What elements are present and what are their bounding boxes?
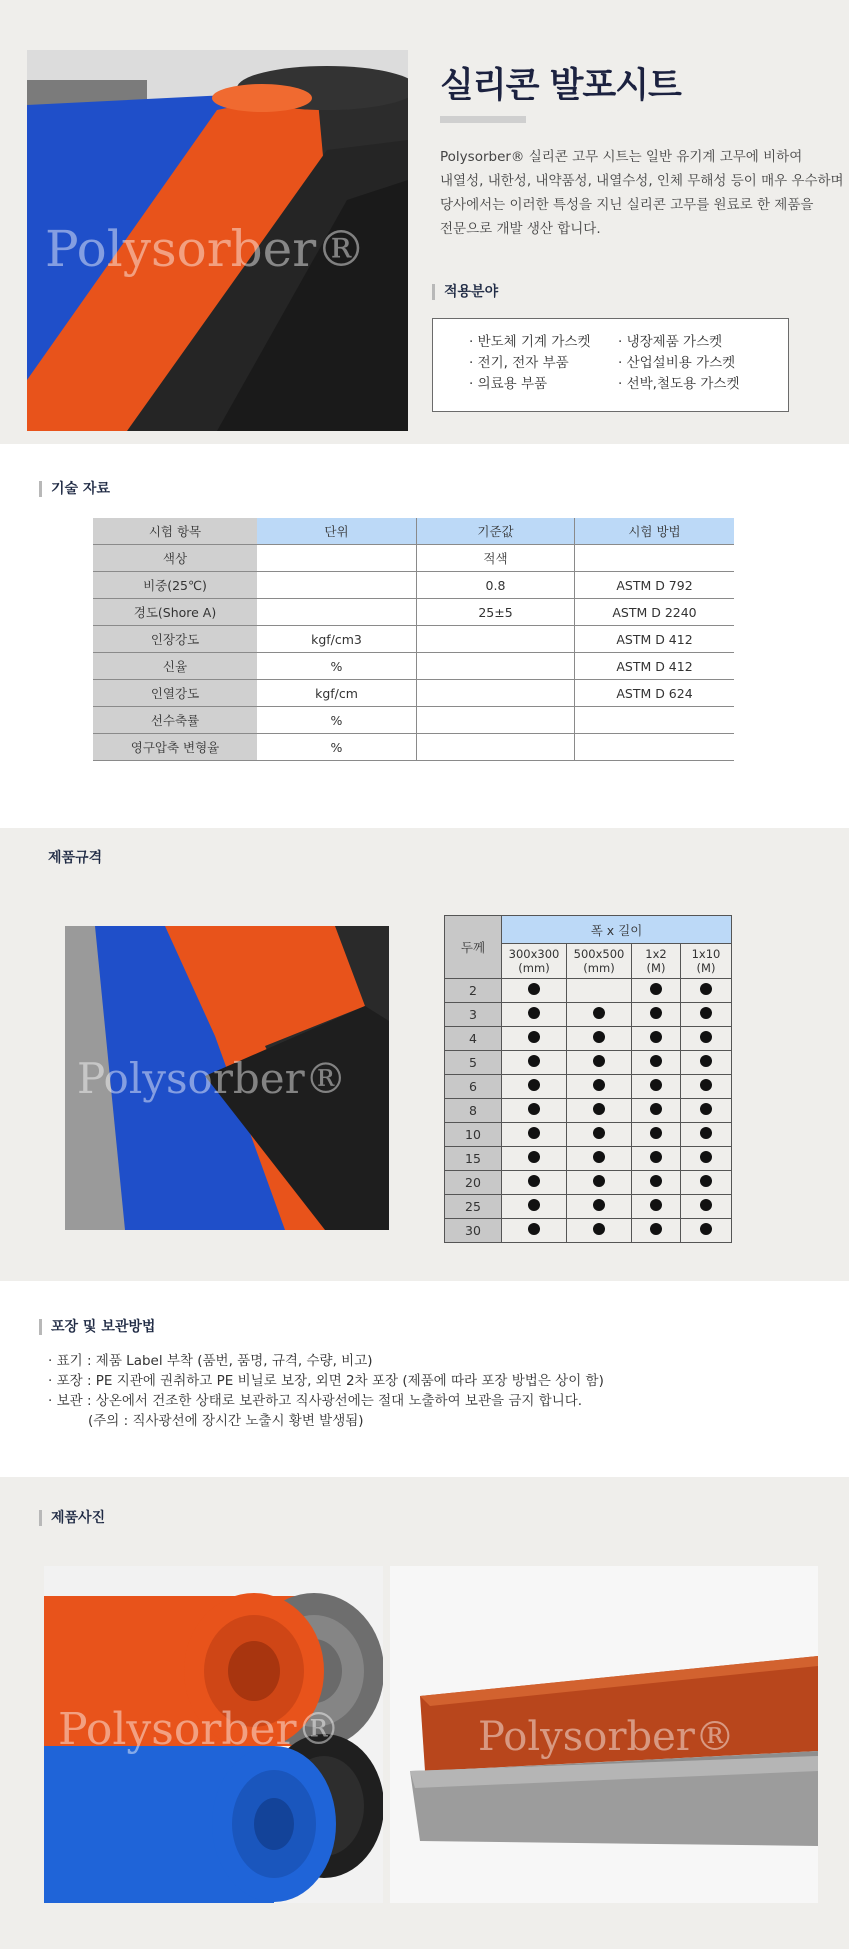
availability-cell [632, 1027, 681, 1051]
tech-header-cell: 시험 방법 [575, 518, 735, 545]
tech-header-cell: 시험 항목 [93, 518, 257, 545]
title-underline [440, 116, 526, 123]
availability-cell [567, 1051, 632, 1075]
availability-cell [632, 1123, 681, 1147]
availability-cell [632, 1099, 681, 1123]
tech-value-cell [257, 545, 417, 572]
thickness-cell: 15 [445, 1147, 502, 1171]
tech-value-cell: kgf/cm [257, 680, 417, 707]
dimension-header: 폭 x 길이 [502, 916, 732, 944]
applications-box [432, 318, 789, 412]
spec-row [445, 1027, 732, 1051]
availability-cell [502, 1027, 567, 1051]
foam-watermark: Polysorber® [478, 1714, 735, 1760]
application-item: · 전기, 전자 부품 [469, 355, 569, 371]
tech-value-cell: 0.8 [417, 572, 575, 599]
availability-cell [502, 1219, 567, 1243]
spec-row [445, 979, 732, 1003]
applications-title: 적용분야 [432, 284, 498, 300]
availability-cell [681, 1195, 732, 1219]
availability-cell [567, 1219, 632, 1243]
available-dot-icon [593, 1151, 605, 1163]
packaging-line: · 표기 : 제품 Label 부착 (품번, 품명, 규격, 수량, 비고) [48, 1353, 373, 1369]
availability-cell [681, 1051, 732, 1075]
tech-table [93, 518, 734, 761]
packaging-note: (주의 : 직사광선에 장시간 노출시 황변 발생됨) [88, 1413, 364, 1429]
tech-value-cell [417, 653, 575, 680]
tech-value-cell [575, 545, 735, 572]
availability-cell [567, 1147, 632, 1171]
availability-cell [502, 1171, 567, 1195]
size-label: 1x10 [691, 947, 721, 961]
tech-value-cell: % [257, 734, 417, 761]
spec-row [445, 1003, 732, 1027]
available-dot-icon [700, 1127, 712, 1139]
available-dot-icon [700, 1079, 712, 1091]
available-dot-icon [528, 1079, 540, 1091]
available-dot-icon [650, 1199, 662, 1211]
available-dot-icon [593, 1055, 605, 1067]
available-dot-icon [528, 1175, 540, 1187]
spec-row [445, 1051, 732, 1075]
spec-row [445, 1219, 732, 1243]
tech-row [93, 707, 734, 734]
tech-value-cell: ASTM D 2240 [575, 599, 735, 626]
application-item: · 산업설비용 가스켓 [618, 355, 736, 371]
availability-cell [681, 1171, 732, 1195]
available-dot-icon [528, 1151, 540, 1163]
description-line: 당사에서는 이러한 특성을 지닌 실리콘 고무를 원료로 한 제품을 [440, 197, 814, 213]
tech-value-cell: % [257, 707, 417, 734]
available-dot-icon [593, 1031, 605, 1043]
available-dot-icon [593, 1199, 605, 1211]
available-dot-icon [528, 1103, 540, 1115]
tech-item-cell: 인열강도 [93, 680, 257, 707]
thickness-cell: 5 [445, 1051, 502, 1075]
description-line: 내열성, 내한성, 내약품성, 내열수성, 인체 무해성 등이 매우 우수하며 [440, 173, 844, 189]
spec-row [445, 1123, 732, 1147]
spec-header-row [445, 916, 732, 944]
tech-title: 기술 자료 [39, 481, 110, 497]
tech-item-cell: 선수축률 [93, 707, 257, 734]
size-column-header [502, 944, 567, 979]
available-dot-icon [650, 1127, 662, 1139]
available-dot-icon [650, 983, 662, 995]
availability-cell [632, 1219, 681, 1243]
availability-cell [681, 1099, 732, 1123]
packaging-title: 포장 및 보관방법 [39, 1319, 155, 1335]
tech-value-cell [417, 626, 575, 653]
available-dot-icon [528, 1055, 540, 1067]
foam-closeup-photo [390, 1566, 818, 1903]
applications-left-list [469, 332, 591, 395]
rolls-photo [44, 1566, 383, 1903]
size-column-header [632, 944, 681, 979]
tech-value-cell: kgf/cm3 [257, 626, 417, 653]
available-dot-icon [650, 1007, 662, 1019]
spec-row [445, 1099, 732, 1123]
tech-value-cell [257, 572, 417, 599]
availability-cell [681, 1147, 732, 1171]
size-unit: (M) [646, 961, 666, 975]
available-dot-icon [700, 1175, 712, 1187]
thickness-cell: 25 [445, 1195, 502, 1219]
availability-cell [502, 1051, 567, 1075]
availability-cell [632, 1003, 681, 1027]
available-dot-icon [650, 1055, 662, 1067]
spec-row [445, 1147, 732, 1171]
availability-cell [632, 1171, 681, 1195]
thickness-cell: 30 [445, 1219, 502, 1243]
tech-item-cell: 인장강도 [93, 626, 257, 653]
availability-cell [681, 1123, 732, 1147]
availability-cell [681, 979, 732, 1003]
hero-product-image [27, 50, 408, 431]
available-dot-icon [700, 1103, 712, 1115]
tech-value-cell [257, 599, 417, 626]
tech-header-cell: 기준값 [417, 518, 575, 545]
available-dot-icon [593, 1223, 605, 1235]
thickness-cell: 10 [445, 1123, 502, 1147]
tech-item-cell: 신율 [93, 653, 257, 680]
availability-cell [632, 979, 681, 1003]
availability-cell [632, 1195, 681, 1219]
availability-cell [681, 1219, 732, 1243]
spec-row [445, 1075, 732, 1099]
tech-item-cell: 경도(Shore A) [93, 599, 257, 626]
thickness-cell: 3 [445, 1003, 502, 1027]
available-dot-icon [528, 1199, 540, 1211]
application-item: · 냉장제품 가스켓 [618, 334, 723, 350]
packaging-line: · 포장 : PE 지관에 권취하고 PE 비닐로 보장, 외면 2차 포장 (제품에 따라 포장 방법은 상이 함) [48, 1373, 604, 1389]
availability-cell [567, 1123, 632, 1147]
available-dot-icon [650, 1103, 662, 1115]
application-item: · 반도체 기계 가스켓 [469, 334, 591, 350]
tech-value-cell: % [257, 653, 417, 680]
description-line: Polysorber® 실리콘 고무 시트는 일반 유기계 고무에 비하여 [440, 149, 803, 165]
tech-item-cell: 색상 [93, 545, 257, 572]
available-dot-icon [593, 1175, 605, 1187]
available-dot-icon [528, 983, 540, 995]
size-unit: (M) [696, 961, 716, 975]
available-dot-icon [528, 1007, 540, 1019]
spec-watermark: Polysorber® [77, 1054, 347, 1103]
thickness-cell: 6 [445, 1075, 502, 1099]
tech-value-cell: ASTM D 792 [575, 572, 735, 599]
spec-row [445, 1171, 732, 1195]
description-line: 전문으로 개발 생산 합니다. [440, 221, 601, 237]
tech-value-cell [575, 707, 735, 734]
tech-value-cell: ASTM D 412 [575, 626, 735, 653]
availability-cell [502, 1195, 567, 1219]
available-dot-icon [650, 1151, 662, 1163]
availability-cell [567, 1027, 632, 1051]
availability-cell [502, 1147, 567, 1171]
size-column-header [681, 944, 732, 979]
tech-row [93, 626, 734, 653]
available-dot-icon [650, 1079, 662, 1091]
thickness-cell: 2 [445, 979, 502, 1003]
availability-cell [681, 1003, 732, 1027]
tech-value-cell [575, 734, 735, 761]
available-dot-icon [528, 1223, 540, 1235]
application-item: · 의료용 부품 [469, 376, 548, 392]
tech-value-cell: 적색 [417, 545, 575, 572]
size-label: 500x500 [573, 947, 625, 961]
tech-row [93, 545, 734, 572]
product-description [440, 145, 844, 241]
size-unit: (mm) [583, 961, 615, 975]
photos-title: 제품사진 [39, 1510, 105, 1526]
availability-cell [567, 1195, 632, 1219]
thickness-cell: 20 [445, 1171, 502, 1195]
availability-cell [567, 1171, 632, 1195]
availability-cell [681, 1075, 732, 1099]
tech-row [93, 572, 734, 599]
available-dot-icon [700, 1151, 712, 1163]
availability-cell [681, 1027, 732, 1051]
tech-row [93, 680, 734, 707]
hero-watermark: Polysorber® [45, 220, 367, 278]
available-dot-icon [593, 1103, 605, 1115]
tech-header-row [93, 518, 734, 545]
available-dot-icon [650, 1223, 662, 1235]
availability-cell [567, 979, 632, 1003]
availability-cell [502, 1099, 567, 1123]
spec-product-image [65, 926, 389, 1230]
packaging-list [48, 1351, 604, 1431]
application-item: · 선박,철도용 가스켓 [618, 376, 740, 392]
available-dot-icon [528, 1127, 540, 1139]
rolls-watermark: Polysorber® [58, 1704, 341, 1755]
availability-cell [502, 1123, 567, 1147]
available-dot-icon [700, 1199, 712, 1211]
spec-row [445, 1195, 732, 1219]
available-dot-icon [700, 1031, 712, 1043]
available-dot-icon [700, 1007, 712, 1019]
applications-right-list [618, 332, 740, 395]
tech-value-cell: ASTM D 624 [575, 680, 735, 707]
tech-row [93, 599, 734, 626]
available-dot-icon [700, 983, 712, 995]
thickness-cell: 8 [445, 1099, 502, 1123]
spec-title: 제품규격 [48, 850, 103, 866]
tech-header-cell: 단위 [257, 518, 417, 545]
thickness-header: 두께 [445, 916, 502, 979]
size-unit: (mm) [518, 961, 550, 975]
availability-cell [502, 979, 567, 1003]
availability-cell [502, 1003, 567, 1027]
tech-item-cell: 비중(25℃) [93, 572, 257, 599]
available-dot-icon [593, 1127, 605, 1139]
availability-cell [567, 1099, 632, 1123]
tech-row [93, 653, 734, 680]
tech-item-cell: 영구압축 변형율 [93, 734, 257, 761]
tech-row [93, 734, 734, 761]
available-dot-icon [593, 1079, 605, 1091]
available-dot-icon [700, 1055, 712, 1067]
thickness-cell: 4 [445, 1027, 502, 1051]
available-dot-icon [593, 1007, 605, 1019]
availability-cell [502, 1075, 567, 1099]
available-dot-icon [700, 1223, 712, 1235]
packaging-line: · 보관 : 상온에서 건조한 상태로 보관하고 직사광선에는 절대 노출하여 보관을 금지 합니다. [48, 1393, 583, 1409]
availability-cell [632, 1147, 681, 1171]
tech-value-cell [417, 707, 575, 734]
size-label: 300x300 [508, 947, 560, 961]
tech-value-cell [417, 734, 575, 761]
tech-value-cell [417, 680, 575, 707]
size-label: 1x2 [645, 947, 667, 961]
available-dot-icon [650, 1031, 662, 1043]
available-dot-icon [528, 1031, 540, 1043]
tech-value-cell: ASTM D 412 [575, 653, 735, 680]
availability-cell [632, 1051, 681, 1075]
spec-table [444, 915, 732, 1243]
size-column-header [567, 944, 632, 979]
tech-value-cell: 25±5 [417, 599, 575, 626]
availability-cell [567, 1075, 632, 1099]
available-dot-icon [650, 1175, 662, 1187]
availability-cell [567, 1003, 632, 1027]
availability-cell [632, 1075, 681, 1099]
product-title: 실리콘 발포시트 [440, 66, 681, 106]
